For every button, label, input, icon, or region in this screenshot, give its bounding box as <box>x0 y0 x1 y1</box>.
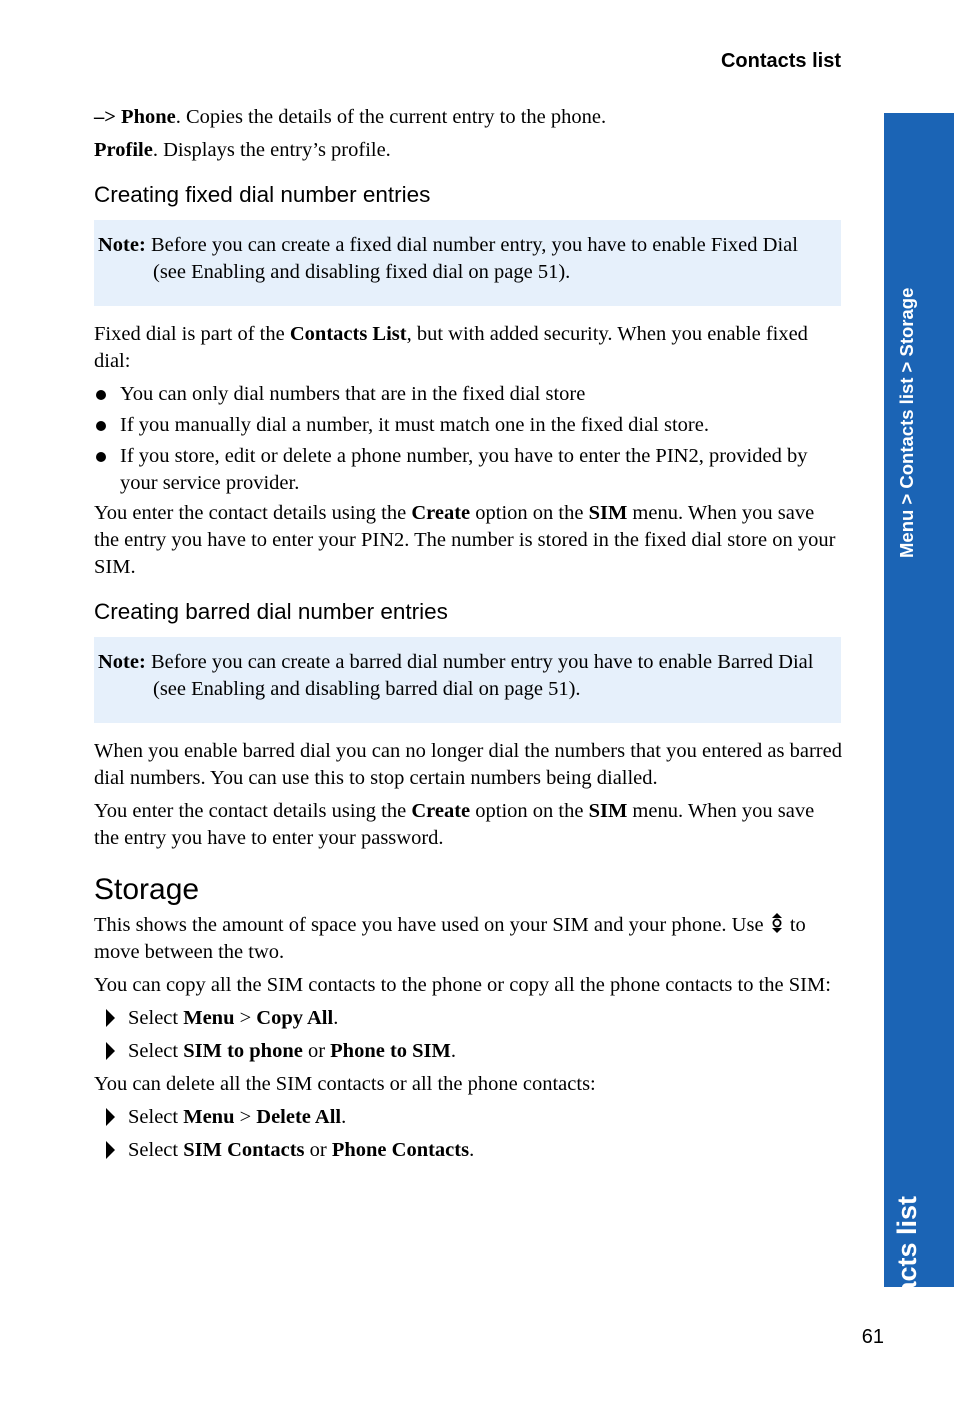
note-label: Note: <box>98 651 146 673</box>
intro-phone <box>94 104 844 131</box>
arrow-right-icon <box>106 1141 115 1159</box>
note-fixed-dial <box>94 220 841 306</box>
note-label: Note: <box>98 234 146 256</box>
fixed-para-1: Fixed dial is part of the Contacts List, but with added security. When you enable fixed dial: <box>94 323 808 372</box>
intro-profile-term: Profile <box>94 139 153 161</box>
fixed-para-2: You enter the contact details using the Create option on the SIM menu. When you save the entry you have to enter your PIN2. The number is stored in the fixed dial store on your SIM. <box>94 502 836 578</box>
intro-profile-desc: . Displays the entry’s profile. <box>152 139 391 161</box>
running-header: Contacts list <box>720 50 841 72</box>
list-item: If you manually dial a number, it must match one in the fixed dial store. <box>94 412 844 439</box>
heading-fixed-dial: Creating fixed dial number entries <box>94 182 431 207</box>
storage-para-3: You can delete all the SIM contacts or all the phone contacts: <box>94 1073 596 1095</box>
barred-para-2: You enter the contact details using the Create option on the SIM menu. When you save the entry you have to enter your password. <box>94 800 815 849</box>
side-tab-section-title: Contacts list <box>892 1195 922 1358</box>
intro-phone-term: –> Phone <box>94 106 176 128</box>
page-number: 61 <box>861 1326 884 1348</box>
note-barred-dial <box>94 637 841 723</box>
up-down-navigation-key-icon <box>769 912 785 934</box>
list-item: Select Menu > Delete All. <box>94 1104 844 1131</box>
storage-para-2: You can copy all the SIM contacts to the phone or copy all the phone contacts to the SIM: <box>94 974 831 996</box>
list-item: Select Menu > Copy All. <box>94 1005 844 1032</box>
intro-profile <box>94 137 844 164</box>
note-text: Before you can create a barred dial number entry you have to enable Barred Dial (see Enabling and disabling barred dial on page 51). <box>145 651 814 700</box>
barred-para-1: When you enable barred dial you can no longer dial the numbers that you entered as barred dial numbers. You can use this to stop certain numbers being dialled. <box>94 740 842 789</box>
list-item: Select SIM to phone or Phone to SIM. <box>94 1038 844 1065</box>
heading-storage: Storage <box>94 873 200 906</box>
arrow-right-icon <box>106 1108 115 1126</box>
list-item: You can only dial numbers that are in the fixed dial store <box>94 381 844 408</box>
bullet-icon <box>96 390 106 400</box>
storage-para-1: This shows the amount of space you have used on your SIM and your phone. Use to move between the two. <box>94 914 806 963</box>
bullet-icon <box>96 421 106 431</box>
intro-phone-desc: . Copies the details of the current entry to the phone. <box>175 106 607 128</box>
note-text: Before you can create a fixed dial number entry, you have to enable Fixed Dial (see Enabling and disabling fixed dial on page 51). <box>145 234 798 283</box>
arrow-right-icon <box>106 1009 115 1027</box>
side-tab-breadcrumb: Menu > Contacts list > Storage <box>896 287 917 558</box>
bullet-icon <box>96 452 106 462</box>
arrow-right-icon <box>106 1042 115 1060</box>
list-item: Select SIM Contacts or Phone Contacts. <box>94 1137 844 1164</box>
heading-barred-dial: Creating barred dial number entries <box>94 599 448 624</box>
side-tab <box>884 113 954 1358</box>
page-content <box>94 104 844 1164</box>
list-item: If you store, edit or delete a phone number, you have to enter the PIN2, provided by your service provider. <box>94 443 844 497</box>
